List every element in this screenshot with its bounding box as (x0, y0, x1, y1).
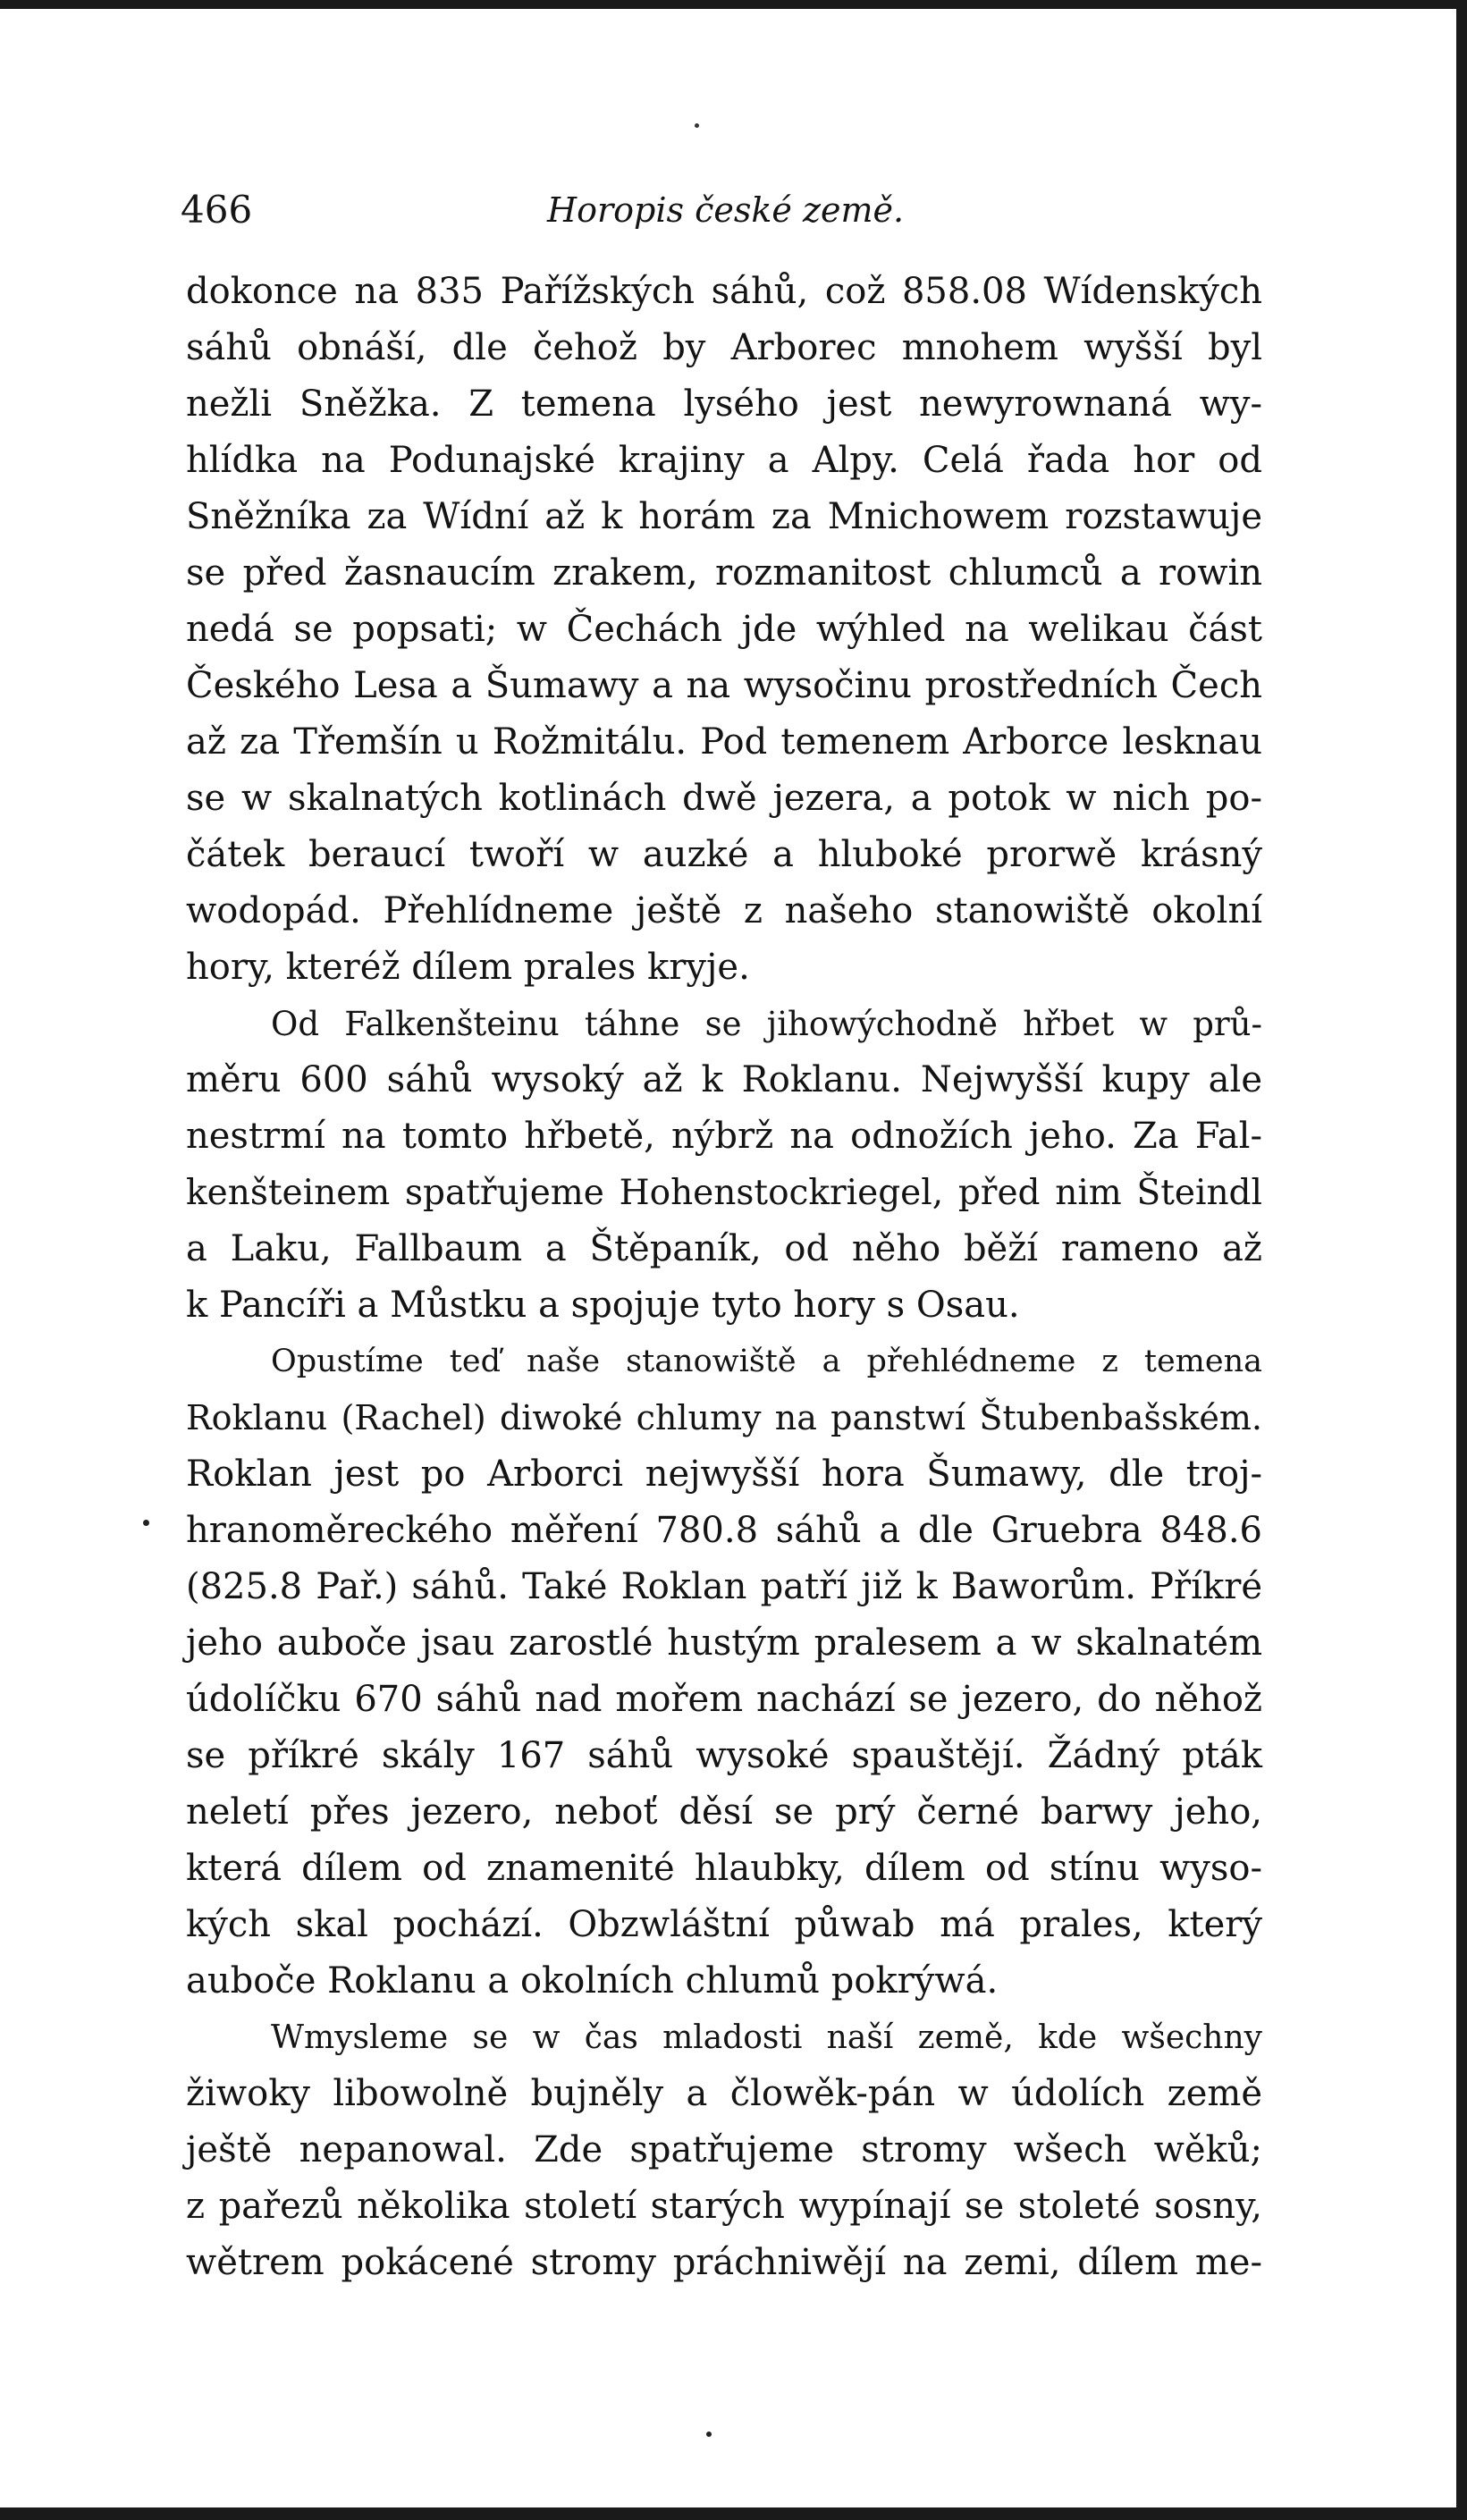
paragraph-1 (186, 264, 1262, 996)
page-header (181, 183, 1253, 237)
text-line: jeho auboče jsau zarostlé hustým pralesem a w skalnatém (186, 1622, 1262, 1664)
text-line: Sněžníka za Wídní až k horám za Mnichowem rozstawuje (186, 496, 1262, 537)
margin-mark (143, 1520, 149, 1526)
text-line: nestrmí na tomto hřbetě, nýbrž na odnožích jeho. Za Fal- (186, 1116, 1262, 1157)
text-line: (825.8 Pař.) sáhů. Také Roklan patří již k Baworům. Příkré (186, 1566, 1262, 1607)
text-line: hranoměreckého měření 780.8 sáhů a dle Gruebra 848.6 (186, 1510, 1262, 1551)
paragraph-4 (186, 2010, 1262, 2291)
text-line: která dílem od znamenité hlaubky, dílem od stínu wyso- (186, 1848, 1262, 1889)
ink-speck (695, 123, 699, 128)
text-line: auboče Roklanu a okolních chlumů pokrýwá. (186, 1960, 999, 2002)
text-line: měru 600 sáhů wysoký až k Roklanu. Nejwyšší kupy ale (186, 1059, 1262, 1100)
text-line: wětrem pokácené stromy práchniwějí na zemi, dílem me- (186, 2242, 1262, 2283)
text-line: Českého Lesa a Šumawy a na wysočinu prostředních Čech (186, 665, 1262, 706)
text-line: sáhů obnáší, dle čehož by Arborec mnohem wyšší byl (186, 327, 1262, 368)
scan-border-right (1456, 0, 1467, 2520)
text-line: Wmysleme se w čas mladosti naší země, kde wšechny (271, 2019, 1262, 2056)
scan-border-top (0, 0, 1467, 9)
text-line: hlídka na Podunajské krajiny a Alpy. Celá řada hor od (186, 440, 1262, 481)
text-line: k Pancíři a Můstku a spojuje tyto hory s Osau. (186, 1285, 1020, 1326)
text-line: se příkré skály 167 sáhů wysoké spauštějí. Žádný pták (186, 1735, 1262, 1776)
text-line: neletí přes jezero, neboť děsí se prý černé barwy jeho, (186, 1791, 1262, 1833)
paragraph-3 (186, 1334, 1262, 2010)
text-line: ještě nepanowal. Zde spatřujeme stromy wšech wěků; (186, 2129, 1262, 2170)
text-line: kých skal pochází. Obzwláštní půwab má prales, který (186, 1904, 1262, 1945)
text-line: kenšteinem spatřujeme Hohenstockriegel, před nim Šteindl (186, 1173, 1262, 1213)
text-line: nežli Sněžka. Z temena lysého jest newyrownaná wy- (186, 383, 1262, 425)
text-line: Roklan jest po Arborci nejwyšší hora Šumawy, dle troj- (186, 1454, 1262, 1495)
text-line: z pařezů několika století starých wypínají se stoleté sosny, (186, 2186, 1262, 2227)
text-line: dokonce na 835 Pařížských sáhů, což 858.08 Wídenských (186, 271, 1262, 312)
text-line: Od Falkenšteinu táhne se jihowýchodně hřbet w prů- (271, 1005, 1262, 1043)
text-line: nedá se popsati; w Čechách jde wýhled na welikau část (186, 609, 1262, 650)
text-line: údolíčku 670 sáhů nad mořem nachází se jezero, do něhož (186, 1679, 1262, 1720)
text-line: žiwoky libowolně bujněly a člowěk-pán w údolích země (186, 2073, 1262, 2114)
ink-speck (706, 2432, 712, 2437)
scan-border-bottom (0, 2507, 1467, 2520)
paragraph-2 (186, 996, 1262, 1334)
text-line: až za Třemšín u Rožmitálu. Pod temenem Arborce lesknau (186, 721, 1262, 763)
running-title: Horopis české země. (547, 190, 905, 230)
text-line: wodopád. Přehlídneme ještě z našeho stanowiště okolní (186, 890, 1262, 931)
text-line: čátek beraucí twoří w auzké a hluboké prorwě krásný (186, 834, 1262, 875)
text-line: se před žasnaucím zrakem, rozmanitost chlumců a rowin (186, 552, 1262, 594)
text-line: hory, kteréž dílem prales kryje. (186, 947, 750, 988)
text-line: se w skalnatých kotlinách dwě jezera, a potok w nich po- (186, 778, 1262, 819)
body-text (186, 264, 1262, 2291)
text-line: a Laku, Fallbaum a Štěpaník, od něho běží rameno až (186, 1228, 1262, 1269)
text-line: Roklanu (Rachel) diwoké chlumy na panstwí Štubenbašském. (186, 1398, 1262, 1437)
text-line: Opustíme teď naše stanowiště a přehlédneme z temena (271, 1344, 1262, 1379)
page-number: 466 (181, 188, 253, 232)
